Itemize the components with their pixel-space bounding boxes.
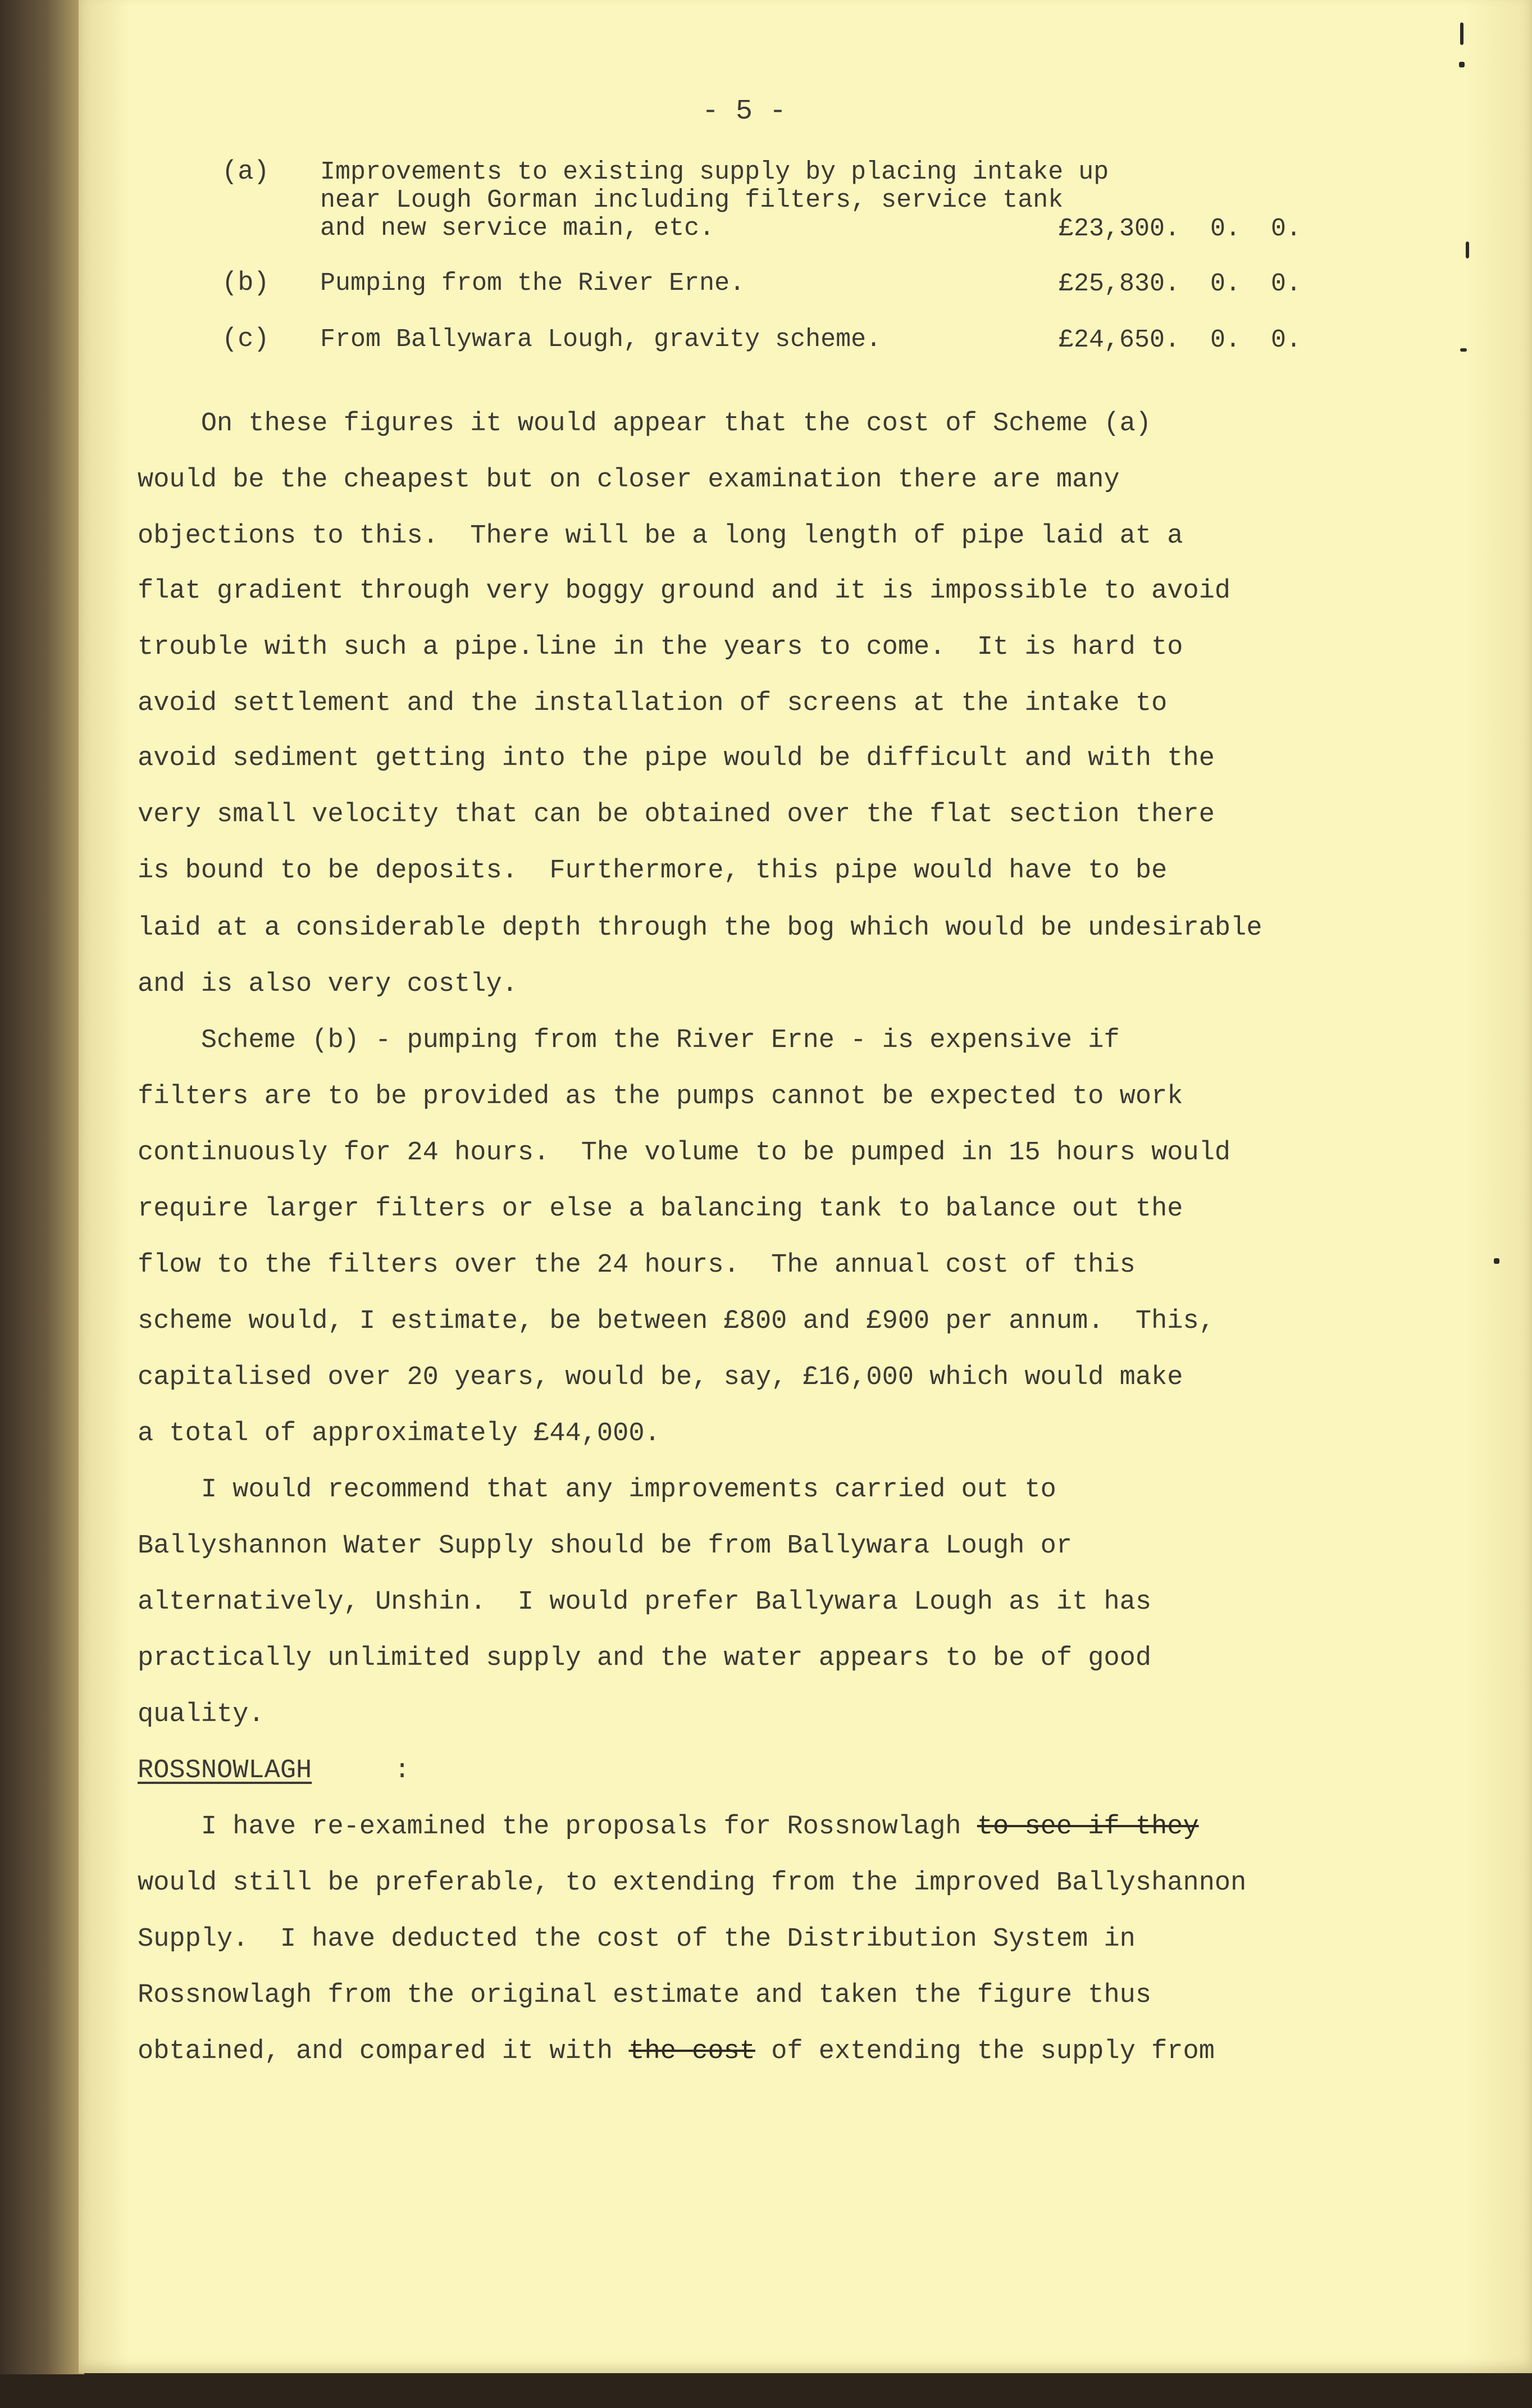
text-line: Rossnowlagh from the original estimate and taken the figure thus	[138, 1981, 1152, 2010]
text-line: quality.	[138, 1700, 265, 1729]
scheme-description: Improvements to existing supply by placing intake up near Lough Gorman including filters, service tank and new service main, etc.	[320, 158, 1109, 243]
text-line: alternatively, Unshin. I would prefer Ballywara Lough as it has	[138, 1587, 1152, 1617]
text-line: flat gradient through very boggy ground and it is impossible to avoid	[138, 576, 1231, 606]
margin-ink-mark	[1460, 348, 1467, 352]
text-line: trouble with such a pipe.line in the years to come. It is hard to	[138, 632, 1183, 662]
section-heading-colon: :	[394, 1756, 411, 1786]
scheme-cost: £23,300. 0. 0.	[1059, 215, 1302, 243]
text-line: Ballyshannon Water Supply should be from Ballywara Lough or	[138, 1531, 1073, 1561]
scheme-label: (c)	[222, 325, 270, 354]
text-line: capitalised over 20 years, would be, say, £16,000 which would make	[138, 1363, 1183, 1392]
text-line: avoid sediment getting into the pipe would be difficult and with the	[138, 744, 1215, 773]
scheme-description: From Ballywara Lough, gravity scheme.	[320, 325, 882, 354]
page-number: - 5 -	[702, 95, 787, 128]
text-fragment: I have re-examined the proposals for Rossnowlagh	[138, 1812, 977, 1842]
text-line: require larger filters or else a balancing tank to balance out the	[138, 1194, 1183, 1224]
section-heading	[138, 1756, 312, 1786]
margin-ink-mark	[1460, 22, 1463, 45]
text-line: would still be preferable, to extending from the improved Ballyshannon	[138, 1868, 1247, 1898]
text-line: is bound to be deposits. Furthermore, this pipe would have to be	[138, 856, 1168, 886]
margin-ink-mark	[1494, 1258, 1499, 1264]
text-line: very small velocity that can be obtained over the flat section there	[138, 800, 1215, 830]
text-line: a total of approximately £44,000.	[138, 1419, 660, 1449]
text-line	[138, 1812, 1199, 1842]
scheme-label: (b)	[222, 268, 270, 298]
text-line: laid at a considerable depth through the bog which would be undesirable	[138, 913, 1262, 943]
margin-ink-mark	[1466, 242, 1469, 258]
scheme-label: (a)	[222, 157, 270, 187]
text-line: practically unlimited supply and the water appears to be of good	[138, 1644, 1152, 1673]
text-line: filters are to be provided as the pumps cannot be expected to work	[138, 1082, 1183, 1112]
text-line: avoid settlement and the installation of screens at the intake to	[138, 689, 1168, 718]
text-line: continuously for 24 hours. The volume to be pumped in 15 hours would	[138, 1138, 1231, 1168]
text-line: I would recommend that any improvements carried out to	[138, 1475, 1056, 1505]
scheme-description: Pumping from the River Erne.	[320, 269, 745, 298]
text-line: and is also very costly.	[138, 969, 518, 999]
text-line: objections to this. There will be a long length of pipe laid at a	[138, 521, 1183, 551]
text-line: On these figures it would appear that the cost of Scheme (a)	[138, 409, 1152, 439]
text-line: Supply. I have deducted the cost of the Distribution System in	[138, 1924, 1136, 1954]
text-line: Scheme (b) - pumping from the River Erne - is expensive if	[138, 1026, 1120, 1055]
section-heading-text: ROSSNOWLAGH	[138, 1756, 312, 1786]
struck-through-text: to see if they	[977, 1812, 1199, 1842]
text-fragment: obtained, and compared it with	[138, 2037, 629, 2066]
margin-ink-mark	[1459, 62, 1465, 67]
typed-page	[79, 0, 1532, 2373]
binder-edge	[0, 0, 84, 2408]
text-line: flow to the filters over the 24 hours. The annual cost of this	[138, 1250, 1136, 1280]
text-line	[138, 2037, 1215, 2066]
scheme-cost: £25,830. 0. 0.	[1059, 270, 1302, 298]
background-strip	[0, 2374, 1532, 2408]
text-line: scheme would, I estimate, be between £800 and £900 per annum. This,	[138, 1307, 1215, 1336]
text-fragment: of extending the supply from	[755, 2037, 1215, 2066]
struck-through-text: the cost	[628, 2037, 755, 2066]
scheme-cost: £24,650. 0. 0.	[1059, 326, 1302, 354]
text-line: would be the cheapest but on closer examination there are many	[138, 465, 1120, 495]
